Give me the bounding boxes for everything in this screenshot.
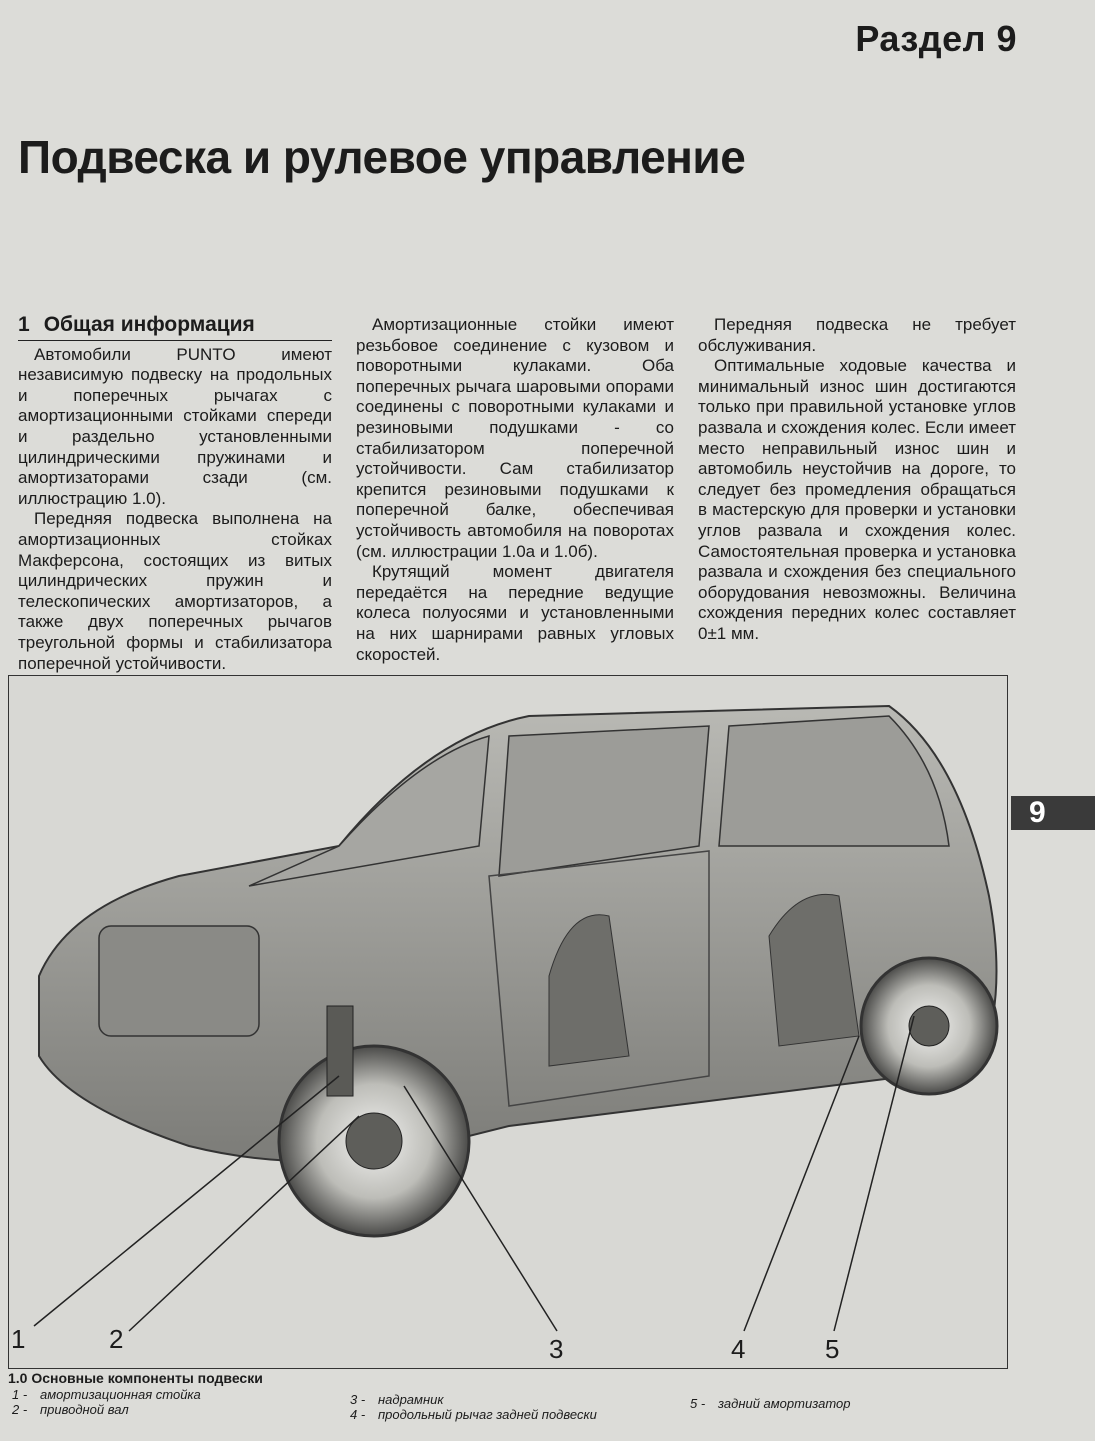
paragraph: Автомобили PUNTO имеют независимую подвеску на продольных и поперечных рычагах с амортизационными стойками спереди и раздельно установленными цилиндрическими пружинами и амортизаторами сзади (см. иллюстрацию 1.0). xyxy=(18,344,332,508)
callout-5: 5 xyxy=(825,1334,840,1364)
legend-item: 1 - амортизационная стойка xyxy=(12,1387,201,1402)
section-label: Раздел 9 xyxy=(855,18,1017,59)
paragraph: Оптимальные ходовые качества и минимальный износ шин достигаются только при правильной установке углов развала и схождения колес. Если имеет место неправильный износ шин и автомобиль неустойчив на дороге, то следует без промедления обращаться в мастерскую для проверки и установки углов развала и схождения колес. Самостоятельная проверка и установка развала и схождения без специального оборудования невозможны. Величина схождения передних колес составляет 0±1 мм. xyxy=(698,356,1016,643)
text-column-1 xyxy=(18,315,332,674)
subsection-heading xyxy=(18,315,332,341)
callout-4: 4 xyxy=(731,1334,746,1364)
callout-1: 1 xyxy=(11,1324,26,1354)
figure-caption: 1.0 Основные компоненты подвески xyxy=(8,1370,263,1386)
paragraph: Амортизационные стойки имеют резьбовое соединение с кузовом и поворотными кулаками. Оба поперечных рычага шаровыми опорами соединены с поворотными кулаками и резиновыми подушками - со стабилизатором поперечной устойчивости. Сам стабилизатор крепится резиновыми подушками к поперечной балке, обеспечивая устойчивость автомобиля на поворотах (см. иллюстрации 1.0а и 1.0б). xyxy=(356,315,674,561)
engine-block xyxy=(99,926,259,1036)
text-column-3 xyxy=(698,315,1016,645)
legend-item: 5 - задний амортизатор xyxy=(690,1396,851,1411)
paragraph: Крутящий момент двигателя передаётся на передние ведущие колеса полуосями и установленными на них шарнирами равных угловых скоростей. xyxy=(356,562,674,664)
figure-illustration xyxy=(8,675,1008,1369)
callout-3: 3 xyxy=(549,1334,564,1364)
legend-item: 4 - продольный рычаг задней подвески xyxy=(350,1407,597,1422)
car-cutaway-illustration xyxy=(9,676,1007,1368)
subsection-number: 1 xyxy=(18,313,30,336)
legend-item: 2 - приводной вал xyxy=(12,1402,129,1417)
subsection-title: Общая информация xyxy=(43,313,255,336)
paragraph: Передняя подвеска выполнена на амортизационных стойках Макферсона, состоящих из витых цилиндрических пружин и телескопических амортизаторов, а также двух поперечных рычагов треугольной формы и стабилизатора поперечной устойчивости. xyxy=(18,509,332,673)
legend-item: 3 - надрамник xyxy=(350,1392,444,1407)
chapter-thumb-tab: 9 xyxy=(1011,796,1095,830)
text-column-2 xyxy=(356,315,674,665)
callout-2: 2 xyxy=(109,1324,124,1354)
chapter-title: Подвеска и рулевое управление xyxy=(18,131,746,183)
paragraph: Передняя подвеска не требует обслуживания. xyxy=(698,315,1016,355)
